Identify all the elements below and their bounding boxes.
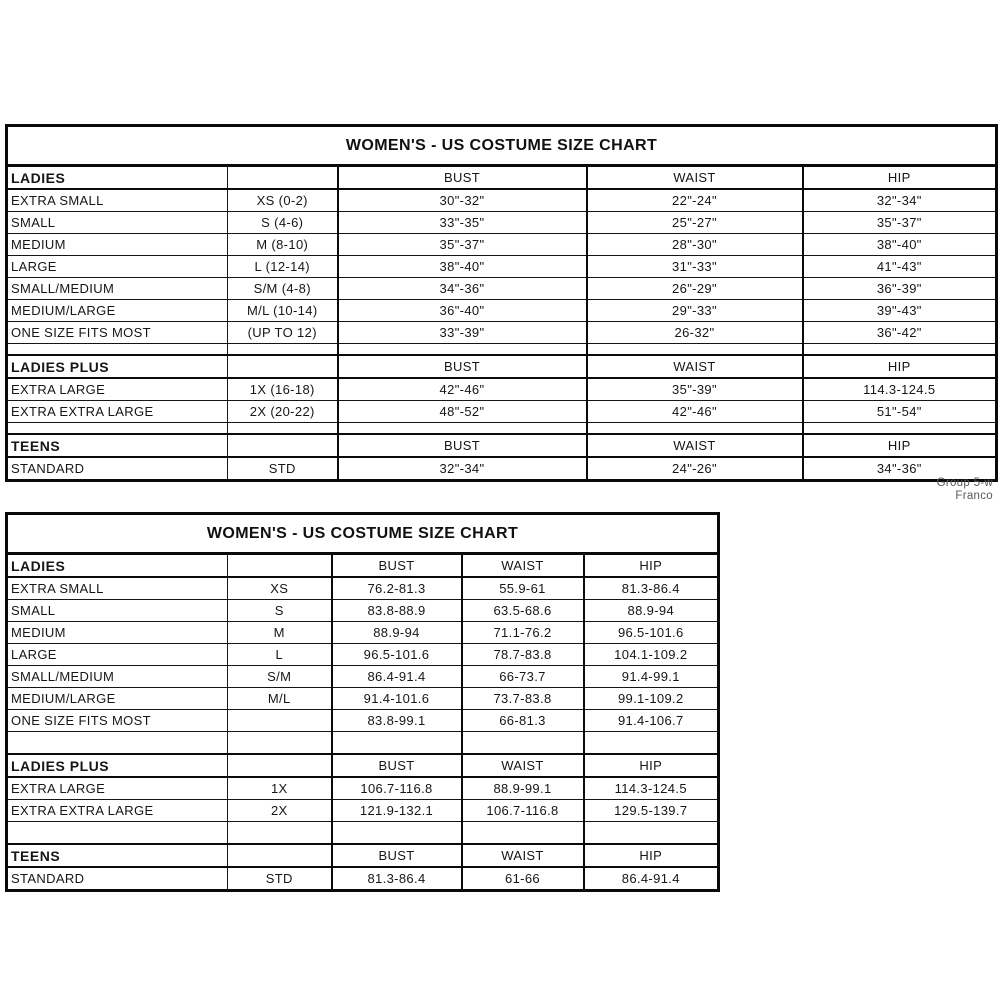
section-title: LADIES PLUS xyxy=(7,754,228,777)
section-header-row xyxy=(7,554,719,578)
bust-value-cell: 76.2-81.3 xyxy=(332,577,462,600)
size-name-cell: SMALL xyxy=(7,600,228,622)
waist-value-cell: 66-73.7 xyxy=(462,666,584,688)
waist-value-cell: 88.9-99.1 xyxy=(462,777,584,800)
spacer-cell xyxy=(332,732,462,755)
hip-value-cell: 96.5-101.6 xyxy=(584,622,719,644)
section-header-row xyxy=(7,844,719,867)
waist-value-cell: 78.7-83.8 xyxy=(462,644,584,666)
table-row xyxy=(7,600,719,622)
section-header-row xyxy=(7,434,997,457)
bust-value-cell: 30"-32" xyxy=(338,189,587,212)
col-header-hip: HIP xyxy=(584,754,719,777)
size-code-cell: XS (0-2) xyxy=(228,189,338,212)
size-name-cell: STANDARD xyxy=(7,867,228,891)
size-name-cell: EXTRA EXTRA LARGE xyxy=(7,800,228,822)
col-header-hip: HIP xyxy=(803,166,997,190)
size-code-cell: XS xyxy=(228,577,332,600)
waist-value-cell: 66-81.3 xyxy=(462,710,584,732)
table-row xyxy=(7,666,719,688)
section-spacer-row xyxy=(7,732,719,755)
waist-value-cell: 25"-27" xyxy=(587,212,803,234)
col-header-bust: BUST xyxy=(338,355,587,378)
size-code-cell: (UP TO 12) xyxy=(228,322,338,344)
size-name-cell: SMALL xyxy=(7,212,228,234)
hip-value-cell: 32"-34" xyxy=(803,189,997,212)
hip-value-cell: 36"-39" xyxy=(803,278,997,300)
hip-value-cell: 114.3-124.5 xyxy=(584,777,719,800)
col-header-hip: HIP xyxy=(584,844,719,867)
col-header-hip: HIP xyxy=(803,355,997,378)
hip-value-cell: 88.9-94 xyxy=(584,600,719,622)
spacer-cell xyxy=(332,822,462,845)
size-name-cell: EXTRA EXTRA LARGE xyxy=(7,401,228,423)
spacer-cell xyxy=(7,822,228,845)
spacer-cell xyxy=(462,732,584,755)
col-header-hip: HIP xyxy=(584,554,719,578)
size-code-cell: 2X (20-22) xyxy=(228,401,338,423)
spacer-cell xyxy=(7,423,228,435)
table-row xyxy=(7,457,997,481)
table-row xyxy=(7,212,997,234)
col-header-waist: WAIST xyxy=(587,355,803,378)
table-title: WOMEN'S - US COSTUME SIZE CHART xyxy=(7,514,719,554)
table-row xyxy=(7,401,997,423)
size-code-cell: 1X xyxy=(228,777,332,800)
size-code-cell: STD xyxy=(228,457,338,481)
hip-value-cell: 91.4-99.1 xyxy=(584,666,719,688)
size-code-cell: S/M (4-8) xyxy=(228,278,338,300)
spacer-cell xyxy=(228,423,338,435)
spacer-cell xyxy=(338,423,587,435)
waist-value-cell: 106.7-116.8 xyxy=(462,800,584,822)
hip-value-cell: 41"-43" xyxy=(803,256,997,278)
table-row xyxy=(7,300,997,322)
section-spacer-row xyxy=(7,344,997,356)
waist-value-cell: 42"-46" xyxy=(587,401,803,423)
empty-header-cell xyxy=(228,355,338,378)
spacer-cell xyxy=(584,822,719,845)
table-row xyxy=(7,189,997,212)
bust-value-cell: 86.4-91.4 xyxy=(332,666,462,688)
waist-value-cell: 73.7-83.8 xyxy=(462,688,584,710)
size-name-cell: MEDIUM/LARGE xyxy=(7,688,228,710)
empty-header-cell xyxy=(228,754,332,777)
table-row xyxy=(7,800,719,822)
size-chart-inches-body xyxy=(7,126,997,481)
bust-value-cell: 121.9-132.1 xyxy=(332,800,462,822)
size-name-cell: MEDIUM xyxy=(7,234,228,256)
bust-value-cell: 32"-34" xyxy=(338,457,587,481)
bust-value-cell: 81.3-86.4 xyxy=(332,867,462,891)
table-row xyxy=(7,710,719,732)
hip-value-cell: 86.4-91.4 xyxy=(584,867,719,891)
waist-value-cell: 61-66 xyxy=(462,867,584,891)
size-code-cell: L (12-14) xyxy=(228,256,338,278)
hip-value-cell: 99.1-109.2 xyxy=(584,688,719,710)
size-code-cell: S/M xyxy=(228,666,332,688)
size-name-cell: EXTRA SMALL xyxy=(7,189,228,212)
size-name-cell: SMALL/MEDIUM xyxy=(7,666,228,688)
size-code-cell: STD xyxy=(228,867,332,891)
spacer-cell xyxy=(584,732,719,755)
hip-value-cell: 114.3-124.5 xyxy=(803,378,997,401)
col-header-bust: BUST xyxy=(332,844,462,867)
spacer-cell xyxy=(587,344,803,356)
spacer-cell xyxy=(462,822,584,845)
waist-value-cell: 28"-30" xyxy=(587,234,803,256)
size-name-cell: EXTRA LARGE xyxy=(7,378,228,401)
table-row xyxy=(7,378,997,401)
footnote-brand-label: Franco xyxy=(955,490,993,502)
bust-value-cell: 83.8-88.9 xyxy=(332,600,462,622)
size-code-cell: M/L (10-14) xyxy=(228,300,338,322)
bust-value-cell: 91.4-101.6 xyxy=(332,688,462,710)
waist-value-cell: 29"-33" xyxy=(587,300,803,322)
table-title-row xyxy=(7,514,719,554)
hip-value-cell: 51"-54" xyxy=(803,401,997,423)
spacer-cell xyxy=(7,344,228,356)
col-header-waist: WAIST xyxy=(462,754,584,777)
col-header-bust: BUST xyxy=(338,434,587,457)
size-name-cell: LARGE xyxy=(7,256,228,278)
size-code-cell xyxy=(228,710,332,732)
section-title: LADIES xyxy=(7,554,228,578)
footnote xyxy=(937,477,993,503)
col-header-waist: WAIST xyxy=(587,434,803,457)
spacer-cell xyxy=(803,423,997,435)
spacer-cell xyxy=(338,344,587,356)
section-header-row xyxy=(7,166,997,190)
size-code-cell: 2X xyxy=(228,800,332,822)
size-code-cell: 1X (16-18) xyxy=(228,378,338,401)
bust-value-cell: 33"-35" xyxy=(338,212,587,234)
bust-value-cell: 83.8-99.1 xyxy=(332,710,462,732)
spacer-cell xyxy=(803,344,997,356)
table-row xyxy=(7,622,719,644)
hip-value-cell: 38"-40" xyxy=(803,234,997,256)
table-row xyxy=(7,777,719,800)
table-row xyxy=(7,867,719,891)
section-spacer-row xyxy=(7,423,997,435)
waist-value-cell: 26"-29" xyxy=(587,278,803,300)
section-header-row xyxy=(7,754,719,777)
size-name-cell: EXTRA SMALL xyxy=(7,577,228,600)
hip-value-cell: 104.1-109.2 xyxy=(584,644,719,666)
bust-value-cell: 106.7-116.8 xyxy=(332,777,462,800)
size-code-cell: M (8-10) xyxy=(228,234,338,256)
col-header-waist: WAIST xyxy=(587,166,803,190)
section-title: LADIES xyxy=(7,166,228,190)
bust-value-cell: 36"-40" xyxy=(338,300,587,322)
section-title: TEENS xyxy=(7,844,228,867)
table-row xyxy=(7,644,719,666)
table-row xyxy=(7,322,997,344)
size-name-cell: SMALL/MEDIUM xyxy=(7,278,228,300)
size-name-cell: LARGE xyxy=(7,644,228,666)
waist-value-cell: 26-32" xyxy=(587,322,803,344)
waist-value-cell: 31"-33" xyxy=(587,256,803,278)
size-name-cell: MEDIUM xyxy=(7,622,228,644)
empty-header-cell xyxy=(228,844,332,867)
size-code-cell: S (4-6) xyxy=(228,212,338,234)
col-header-bust: BUST xyxy=(338,166,587,190)
col-header-bust: BUST xyxy=(332,754,462,777)
waist-value-cell: 24"-26" xyxy=(587,457,803,481)
hip-value-cell: 91.4-106.7 xyxy=(584,710,719,732)
table-row xyxy=(7,278,997,300)
section-header-row xyxy=(7,355,997,378)
size-name-cell: ONE SIZE FITS MOST xyxy=(7,710,228,732)
col-header-hip: HIP xyxy=(803,434,997,457)
bust-value-cell: 88.9-94 xyxy=(332,622,462,644)
hip-value-cell: 39"-43" xyxy=(803,300,997,322)
bust-value-cell: 34"-36" xyxy=(338,278,587,300)
waist-value-cell: 22"-24" xyxy=(587,189,803,212)
col-header-waist: WAIST xyxy=(462,844,584,867)
spacer-cell xyxy=(7,732,228,755)
spacer-cell xyxy=(228,822,332,845)
table-row xyxy=(7,688,719,710)
size-chart-table-cm xyxy=(5,512,720,892)
bust-value-cell: 38"-40" xyxy=(338,256,587,278)
size-chart-table-inches xyxy=(5,124,998,482)
bust-value-cell: 42"-46" xyxy=(338,378,587,401)
table-row xyxy=(7,256,997,278)
section-title: LADIES PLUS xyxy=(7,355,228,378)
bust-value-cell: 33"-39" xyxy=(338,322,587,344)
size-name-cell: EXTRA LARGE xyxy=(7,777,228,800)
spacer-cell xyxy=(228,732,332,755)
col-header-bust: BUST xyxy=(332,554,462,578)
size-code-cell: M/L xyxy=(228,688,332,710)
hip-value-cell: 81.3-86.4 xyxy=(584,577,719,600)
spacer-cell xyxy=(228,344,338,356)
hip-value-cell: 35"-37" xyxy=(803,212,997,234)
section-title: TEENS xyxy=(7,434,228,457)
size-code-cell: S xyxy=(228,600,332,622)
hip-value-cell: 129.5-139.7 xyxy=(584,800,719,822)
size-name-cell: MEDIUM/LARGE xyxy=(7,300,228,322)
waist-value-cell: 55.9-61 xyxy=(462,577,584,600)
table-title-row xyxy=(7,126,997,166)
size-code-cell: L xyxy=(228,644,332,666)
bust-value-cell: 48"-52" xyxy=(338,401,587,423)
spacer-cell xyxy=(587,423,803,435)
footnote-group-label: Group 5-w xyxy=(936,477,993,489)
empty-header-cell xyxy=(228,554,332,578)
empty-header-cell xyxy=(228,434,338,457)
table-title: WOMEN'S - US COSTUME SIZE CHART xyxy=(7,126,997,166)
size-code-cell: M xyxy=(228,622,332,644)
bust-value-cell: 35"-37" xyxy=(338,234,587,256)
hip-value-cell: 34"-36" xyxy=(803,457,997,481)
size-name-cell: ONE SIZE FITS MOST xyxy=(7,322,228,344)
table-row xyxy=(7,234,997,256)
size-name-cell: STANDARD xyxy=(7,457,228,481)
table-row xyxy=(7,577,719,600)
waist-value-cell: 63.5-68.6 xyxy=(462,600,584,622)
size-chart-cm-body xyxy=(7,514,719,891)
hip-value-cell: 36"-42" xyxy=(803,322,997,344)
section-spacer-row xyxy=(7,822,719,845)
waist-value-cell: 71.1-76.2 xyxy=(462,622,584,644)
col-header-waist: WAIST xyxy=(462,554,584,578)
waist-value-cell: 35"-39" xyxy=(587,378,803,401)
bust-value-cell: 96.5-101.6 xyxy=(332,644,462,666)
empty-header-cell xyxy=(228,166,338,190)
